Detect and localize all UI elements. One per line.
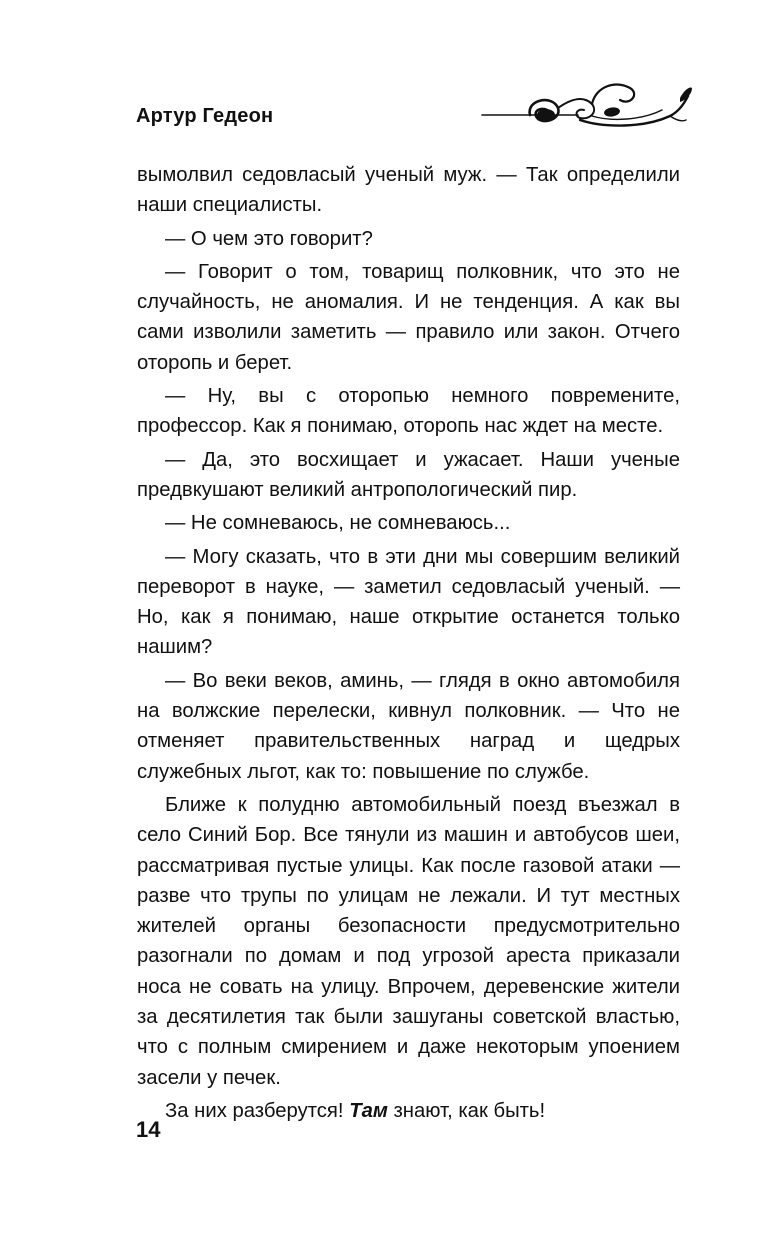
paragraph-closing [137, 1096, 680, 1126]
paragraph-dialogue: — Да, это восхищает и ужасает. Наши ученые предвкушают великий антропологический пир. [137, 448, 680, 501]
paragraph-dialogue: — Могу сказать, что в эти дни мы совершим великий переворот в науке, — заметил седовласый ученый. — Но, как я понимаю, наше открытие останется только нашим? [137, 545, 680, 659]
closing-text-emphasis: Там [349, 1099, 388, 1122]
paragraph-dialogue: — Ну, вы с оторопью немного повремените, профессор. Как я понимаю, оторопь нас ждет на месте. [137, 385, 680, 438]
body-text [137, 160, 680, 1126]
closing-text-end: знают, как быть! [387, 1099, 546, 1122]
page-number: 14 [136, 1117, 161, 1142]
paragraph-narrative: Ближе к полудню автомобильный поезд въезжал в село Синий Бор. Все тянули из машин и автобусов шеи, рассматривая пустые улицы. Как после газовой атаки — разве что трупы по улицам не лежали. И тут местных жителей органы безопасности предусмотрительно разогнали по домам и под угрозой ареста приказали носа не совать на улицу. Впрочем, деревенские жители за десятилетия так были зашуганы советской властью, что с полным смирением и даже некоторым упоением засели у печек. [137, 793, 680, 1089]
paragraph-dialogue: — Во веки веков, аминь, — глядя в окно автомобиля на волжские перелески, кивнул полковник. — Что не отменяет правительственных наград и щедрых служебных льгот, как то: повышение по службе. [137, 669, 680, 783]
decorative-flourish-icon [480, 68, 694, 134]
closing-text-start: За них разберутся! [165, 1099, 350, 1122]
paragraph-continued: вымолвил седовласый ученый муж. — Так определили наши специалисты. [137, 164, 680, 217]
paragraph-dialogue: — Не сомневаюсь, не сомневаюсь... [165, 512, 511, 535]
running-header [0, 0, 768, 150]
running-header-author: Артур Гедеон [136, 105, 274, 127]
paragraph-dialogue: — Говорит о том, товарищ полковник, что это не случайность, не аномалия. И не тенденция. А как вы сами изволили заметить — правило или закон. Отчего оторопь и берет. [137, 260, 680, 374]
paragraph-dialogue: — О чем это говорит? [165, 227, 373, 250]
